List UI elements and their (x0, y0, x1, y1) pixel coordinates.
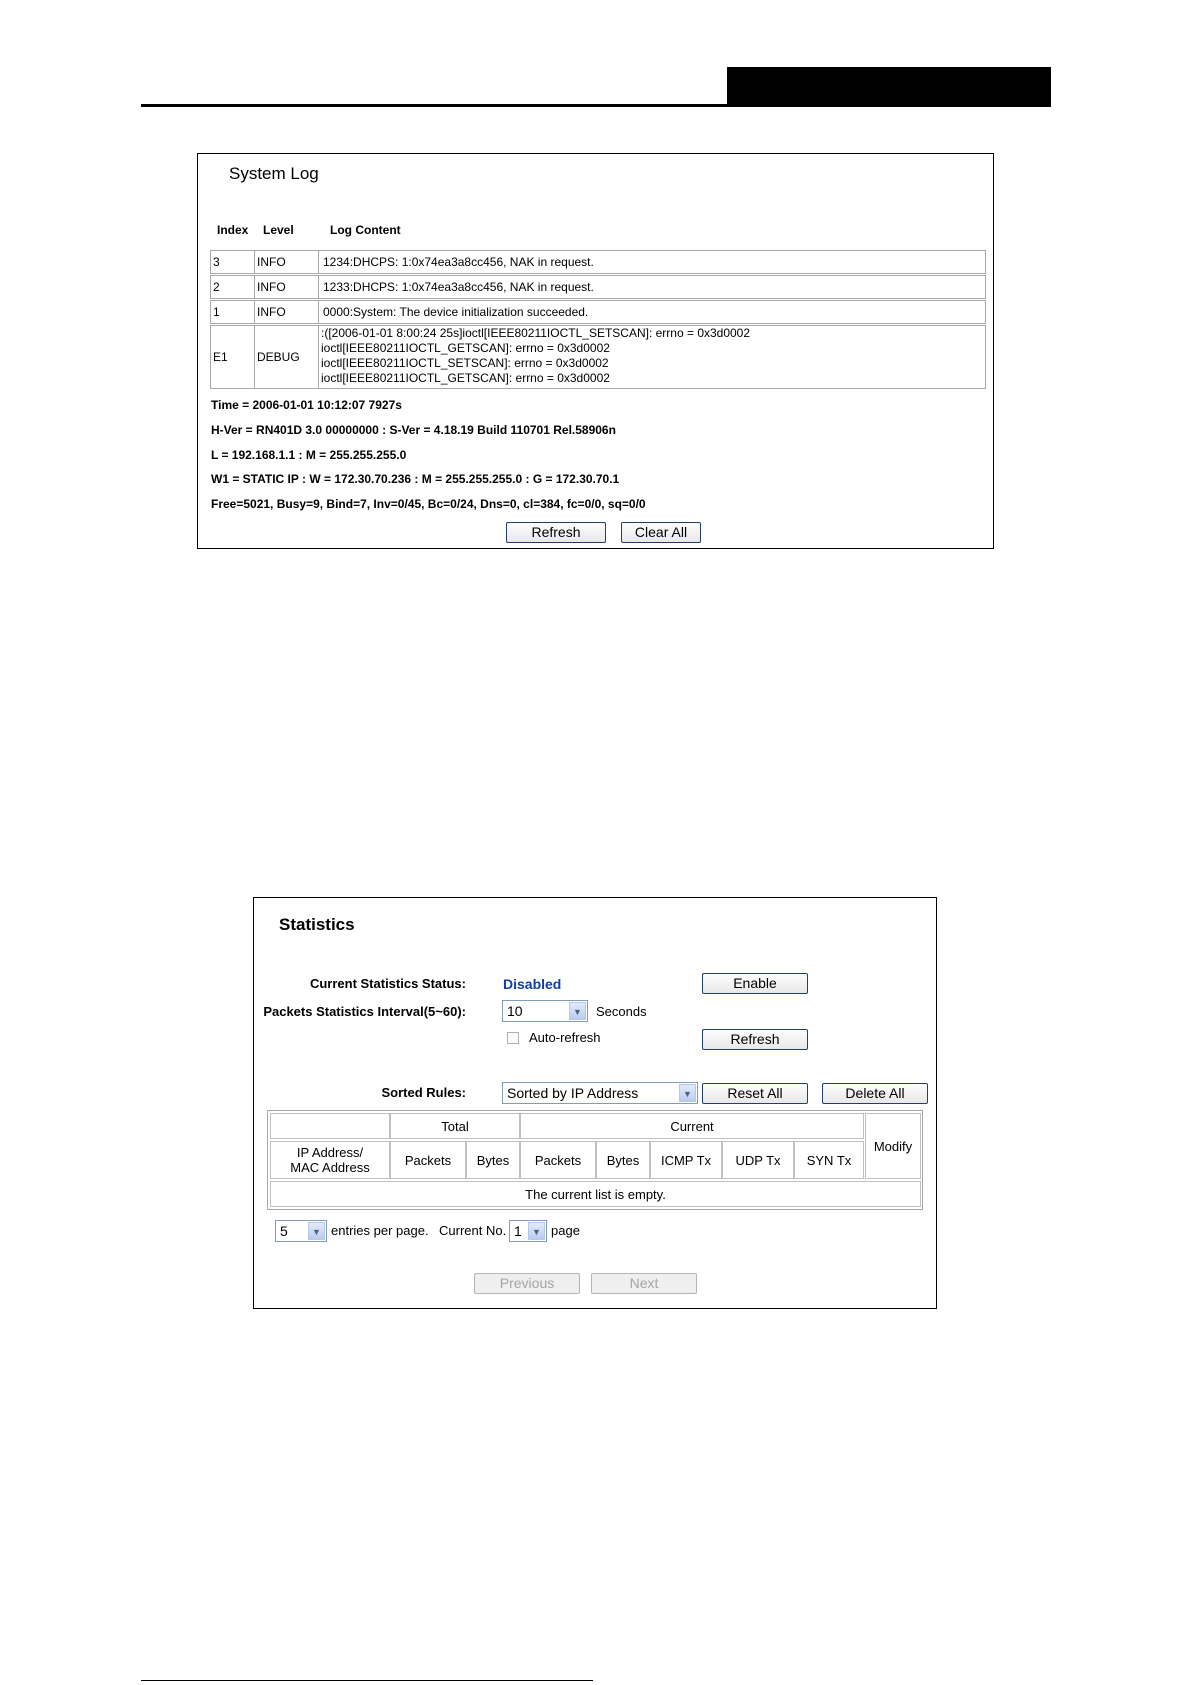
table-header-blank (270, 1113, 390, 1139)
sorted-rules-value: Sorted by IP Address (507, 1085, 639, 1101)
page-select[interactable] (509, 1220, 547, 1242)
table-header-ip-mac (270, 1141, 390, 1179)
delete-all-button[interactable]: Delete All (822, 1083, 928, 1104)
table-group-current: Current (520, 1113, 864, 1139)
log-content-multiline (319, 326, 985, 388)
sorted-rules-label: Sorted Rules: (381, 1085, 466, 1100)
entries-per-page-select[interactable] (275, 1220, 327, 1242)
info-lan: L = 192.168.1.1 : M = 255.255.255.0 (211, 448, 407, 462)
refresh-stats-button[interactable]: Refresh (702, 1029, 808, 1050)
table-header-modify: Modify (865, 1113, 921, 1179)
log-level: INFO (255, 251, 319, 273)
log-index: 1 (211, 301, 255, 323)
log-line: :([2006-01-01 8:00:24 25s]ioctl[IEEE80211IOCTL_SETSCAN]: errno = 0x3d0002 (321, 326, 751, 340)
table-header-total-bytes: Bytes (466, 1141, 520, 1179)
table-group-total: Total (390, 1113, 520, 1139)
header-block (727, 67, 1051, 106)
header-rule (141, 104, 1051, 107)
entries-per-page-value: 5 (280, 1223, 288, 1239)
log-row (210, 250, 986, 274)
log-row (210, 275, 986, 299)
table-header-current-bytes: Bytes (596, 1141, 650, 1179)
column-header-level: Level (263, 223, 294, 237)
auto-refresh-checkbox[interactable] (507, 1032, 519, 1044)
table-empty-message: The current list is empty. (270, 1181, 921, 1207)
page-select-value: 1 (514, 1223, 522, 1239)
log-index: E1 (211, 326, 255, 388)
log-line: ioctl[IEEE80211IOCTL_GETSCAN]: errno = 0x3d0002 (321, 371, 610, 385)
chevron-down-icon: ▼ (528, 1222, 545, 1240)
page-label: page (551, 1223, 580, 1238)
table-header-icmp-tx: ICMP Tx (650, 1141, 722, 1179)
log-index: 3 (211, 251, 255, 273)
info-version: H-Ver = RN401D 3.0 00000000 : S-Ver = 4.18.19 Build 110701 Rel.58906n (211, 423, 616, 437)
clear-all-button[interactable]: Clear All (621, 522, 701, 543)
log-line: ioctl[IEEE80211IOCTL_GETSCAN]: errno = 0x3d0002 (321, 341, 610, 355)
log-row (210, 300, 986, 324)
chevron-down-icon: ▼ (679, 1084, 696, 1102)
log-content: 0000:System: The device initialization succeeded. (323, 305, 589, 319)
ip-address-label: IP Address/ (296, 1145, 364, 1160)
interval-select-value: 10 (507, 1003, 523, 1019)
table-header-syn-tx: SYN Tx (794, 1141, 864, 1179)
statistics-panel (253, 897, 937, 1309)
footer-rule (141, 1680, 593, 1681)
previous-button[interactable]: Previous (474, 1273, 580, 1294)
interval-unit: Seconds (596, 1004, 647, 1019)
column-header-log-content: Log Content (330, 223, 401, 237)
log-level: DEBUG (255, 326, 319, 388)
interval-label: Packets Statistics Interval(5~60): (263, 1004, 466, 1019)
statistics-table (267, 1110, 923, 1210)
mac-address-label: MAC Address (290, 1160, 370, 1175)
info-time: Time = 2006-01-01 10:12:07 7927s (211, 398, 402, 412)
table-header-current-packets: Packets (520, 1141, 596, 1179)
column-header-index: Index (217, 223, 249, 237)
system-log-panel (197, 153, 994, 549)
sorted-rules-select[interactable] (502, 1082, 698, 1104)
log-line: ioctl[IEEE80211IOCTL_SETSCAN]: errno = 0x3d0002 (321, 356, 609, 370)
next-button[interactable]: Next (591, 1273, 697, 1294)
log-level: INFO (255, 276, 319, 298)
log-content: 1233:DHCPS: 1:0x74ea3a8cc456, NAK in request. (323, 280, 594, 294)
log-row (210, 325, 986, 389)
entries-per-page-label: entries per page. (331, 1223, 429, 1238)
table-header-total-packets: Packets (390, 1141, 466, 1179)
interval-select[interactable] (502, 1000, 588, 1022)
table-header-udp-tx: UDP Tx (722, 1141, 794, 1179)
auto-refresh-label: Auto-refresh (529, 1030, 601, 1045)
system-log-title: System Log (229, 164, 319, 183)
log-level: INFO (255, 301, 319, 323)
current-no-label: Current No. (439, 1223, 507, 1238)
info-wan: W1 = STATIC IP : W = 172.30.70.236 : M = 255.255.255.0 : G = 172.30.70.1 (211, 472, 620, 486)
chevron-down-icon: ▼ (308, 1222, 325, 1240)
reset-all-button[interactable]: Reset All (702, 1083, 808, 1104)
status-label: Current Statistics Status: (309, 976, 466, 991)
enable-button[interactable]: Enable (702, 973, 808, 994)
statistics-title: Statistics (279, 915, 355, 934)
status-value: Disabled (503, 976, 562, 992)
info-counters: Free=5021, Busy=9, Bind=7, Inv=0/45, Bc=0/24, Dns=0, cl=384, fc=0/0, sq=0/0 (211, 497, 646, 511)
log-content: 1234:DHCPS: 1:0x74ea3a8cc456, NAK in request. (323, 255, 594, 269)
log-index: 2 (211, 276, 255, 298)
chevron-down-icon: ▼ (569, 1002, 586, 1020)
refresh-button[interactable]: Refresh (506, 522, 606, 543)
